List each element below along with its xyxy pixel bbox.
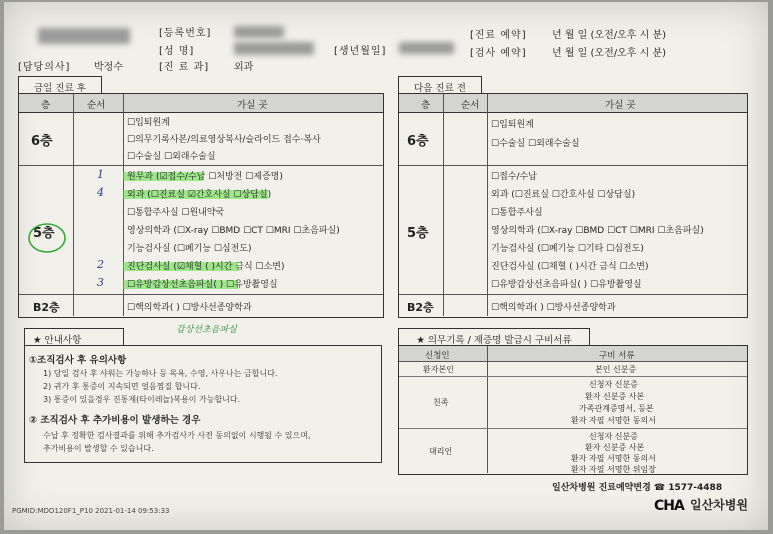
- doc-item: 본인 신분증: [595, 365, 637, 374]
- doc-item: 환자 자필 서명한 동의서: [571, 416, 656, 425]
- left-row-5f: [19, 166, 383, 295]
- floor-b2: B2층: [407, 301, 434, 314]
- notice-line: 수납 후 정확한 검사결과를 위해 추가검사가 사전 동의없이 시행될 수 있으며,: [43, 431, 311, 440]
- floor-b2: B2층: [33, 301, 60, 314]
- doc-item: 환자 신분증 사본: [585, 443, 645, 452]
- floor-6: 6층: [31, 134, 53, 149]
- col-floor-header: 층: [41, 100, 51, 111]
- right-5f-item: 영상의학과 (☐X-ray ☐BMD ☐CT ☐MRI ☐초음파실): [491, 226, 704, 236]
- notice-box: [24, 345, 382, 463]
- doc-item: 환자 자필 서명한 위임장: [571, 465, 656, 474]
- right-6f-item: ☐수술실 ☐외래수술실: [491, 139, 580, 149]
- handwritten-order-number: 3: [97, 276, 104, 289]
- floor-5: 5층: [33, 226, 55, 241]
- hospital-name: 일산차병원: [690, 498, 748, 512]
- right-row-6f: [399, 112, 747, 166]
- doc-item: 신청자 신분증: [589, 380, 638, 389]
- notice-tab: ★ 안내사항: [24, 328, 124, 346]
- left-5f-item: 원무과 (☑접수/수납 ☐처방전 ☐제증명): [127, 172, 283, 182]
- right-6f-item: ☐입퇴원계: [491, 120, 534, 130]
- documents-tab: ★ 의무기록 / 제증명 발급시 구비서류: [398, 328, 590, 346]
- reg-no-label: [등록번호]: [159, 28, 212, 39]
- notice-line: 1) 당일 검사 후 샤워는 가능하나 등 목욕, 수영, 사우나는 금합니다.: [43, 369, 278, 378]
- handwritten-order-number: 2: [97, 258, 104, 271]
- pgmid-footer: PGMID:MDO120F1_P10 2021-01-14 09:53:33: [12, 507, 170, 515]
- right-5f-item: ☐접수/수납: [491, 172, 537, 182]
- doc-item: 신청자 신분증: [589, 432, 638, 441]
- redacted-birth: [399, 42, 454, 54]
- doctor-value: 박정수: [94, 62, 123, 73]
- applicant-self: 환자본인: [423, 365, 454, 374]
- right-table-tab: 다음 진료 전: [398, 76, 482, 94]
- notice-line: 추가비용이 발생할 수 있습니다.: [43, 444, 154, 453]
- handwritten-order-number: 4: [97, 186, 104, 199]
- left-6f-item: ☐의무기록사본/의료영상복사/슬라이드 접수·복사: [127, 135, 321, 145]
- redacted-reg-no: [234, 26, 284, 38]
- right-5f-item: 기능검사실 (☐폐기능 ☐기타 ☐심전도): [491, 244, 644, 254]
- cha-logo-icon: CHA: [654, 498, 684, 514]
- col-order-header: 순서: [461, 100, 480, 111]
- right-5f-item: 외과 (☐진료실 ☐간호사실 ☐상담실): [491, 190, 636, 200]
- applicant-family: 친족: [433, 398, 449, 407]
- left-6f-item: ☐수술실 ☐외래수술실: [127, 152, 216, 162]
- left-5f-item: 영상의학과 (☐X-ray ☐BMD ☐CT ☐MRI ☐초음파실): [127, 226, 340, 236]
- dept-label: [진 료 과]: [159, 62, 210, 73]
- right-b2-item: ☐핵의학과( ) ☐방사선종양학과: [491, 303, 616, 313]
- reservation-phone: 일산차병원 진료예약변경 ☎ 1577-4488: [552, 483, 723, 493]
- doc-item: 가족관계증명서, 등본: [579, 404, 654, 413]
- notice-line: 2) 귀가 후 통증이 지속되면 얼음찜질 합니다.: [43, 382, 201, 391]
- left-b2-item: ☐핵의학과( ) ☐방사선종양학과: [127, 303, 252, 313]
- documents-box: [398, 345, 748, 475]
- hospital-logo: [654, 495, 684, 514]
- left-6f-item: ☐입퇴원계: [127, 118, 170, 128]
- visit-resv-label: [진료 예약]: [470, 30, 527, 41]
- right-5f-item: ☐통합주사실: [491, 208, 543, 218]
- handwritten-note: 갑상선초음파실: [176, 325, 237, 335]
- right-5f-item: ☐유방갑상선초음파실( ) ☐유방촬영실: [491, 280, 642, 290]
- exam-resv-label: [검사 예약]: [470, 48, 527, 59]
- right-table-header: [399, 94, 747, 113]
- redacted-name: [234, 42, 314, 55]
- left-table-tab: 금일 진료 후: [18, 76, 102, 94]
- notice-section-2-title: ② 조직검사 후 추가비용이 발생하는 경우: [29, 415, 201, 426]
- left-route-table: [18, 93, 384, 318]
- handwritten-circle: [26, 220, 68, 256]
- doctor-label: [담당의사]: [18, 62, 71, 73]
- right-5f-item: 진단검사실 (☐채혈 ( )시간 금식 ☐소변): [491, 262, 649, 272]
- floor-5: 5층: [407, 226, 429, 241]
- left-row-6f: [19, 112, 383, 166]
- left-5f-item: ☐통합주사실 ☐원내약국: [127, 208, 225, 218]
- notice-section-1-title: ①조직검사 후 유의사항: [29, 355, 127, 366]
- visit-resv-date: 년 월 일 (오전/오후 시 분): [552, 30, 667, 41]
- handwritten-order-number: 1: [97, 168, 104, 181]
- left-5f-item: 기능검사실 (☐폐기능 ☐심전도): [127, 244, 252, 254]
- doc-item: 환자 자필 서명한 동의서: [571, 454, 656, 463]
- right-row-b2: [399, 295, 747, 316]
- doc-item: 환자 신분증 사본: [585, 392, 645, 401]
- right-row-5f: [399, 166, 747, 295]
- paper-sheet: [4, 2, 768, 530]
- col-floor-header: 층: [421, 100, 431, 111]
- floor-6: 6층: [407, 134, 429, 149]
- name-label: [성 명]: [159, 46, 195, 57]
- col-place-header: 가실 곳: [605, 100, 636, 111]
- col-docs-header: 구비 서류: [599, 351, 635, 361]
- col-order-header: 순서: [87, 100, 106, 111]
- applicant-agent: 대리인: [429, 447, 453, 456]
- right-route-table: [398, 93, 748, 318]
- dept-value: 외과: [234, 62, 254, 73]
- col-place-header: 가실 곳: [237, 100, 268, 111]
- birth-label: [생년월일]: [334, 46, 387, 57]
- left-row-b2: [19, 295, 383, 316]
- exam-resv-date: 년 월 일 (오전/오후 시 분): [552, 48, 667, 59]
- left-5f-item: ☐유방갑상선초음파실( ) ☐유방촬영실: [127, 280, 278, 290]
- left-5f-item: 외과 (☐진료실 ☑간호사실 ☐상담실): [127, 190, 272, 200]
- left-5f-item: 진단검사실 (☑채혈 ( )시간 금식 ☐소변): [127, 262, 285, 272]
- col-applicant-header: 신청인: [425, 351, 450, 361]
- redacted-patient-name: [38, 28, 130, 44]
- notice-line: 3) 통증이 있을경우 진통제(타이레놀)복용이 가능합니다.: [43, 395, 241, 404]
